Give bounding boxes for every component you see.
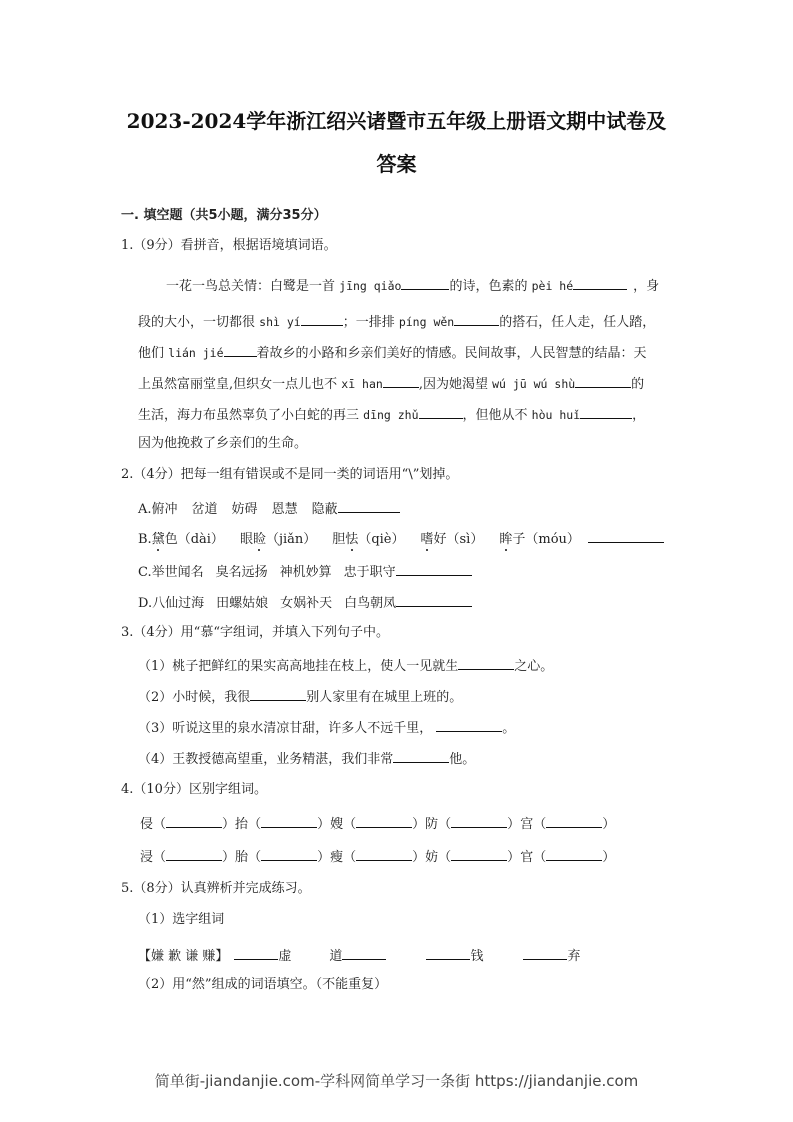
paren: （ [438, 850, 452, 865]
word: （jiǎn） [265, 532, 317, 547]
answer-blank[interactable] [454, 311, 499, 326]
paren: ） [412, 850, 426, 865]
answer-blank[interactable] [393, 748, 449, 763]
text: 生活，海力布虽然辜负了小白蛇的再三 [138, 408, 364, 423]
text: 上虽然富丽堂皇,但织女一点儿也不 [138, 377, 342, 392]
answer-blank[interactable] [401, 275, 449, 290]
word: 妨碍 [231, 502, 258, 517]
dotted-char: 眸 [499, 532, 513, 547]
text: 一花一鸟总关情：白鹭是一首 [166, 279, 340, 294]
dotted-char: 睑 [252, 532, 266, 547]
q4-stem: 4.（10分）区别字组词。 [121, 782, 267, 797]
word-char: 弃 [567, 949, 581, 964]
answer-blank[interactable] [224, 342, 257, 357]
answer-blank[interactable] [342, 945, 386, 960]
paren: （ [153, 817, 167, 832]
pinyin: jīng qiǎo [339, 279, 402, 293]
q3-item-3 [138, 717, 515, 738]
q2-option-d [138, 592, 472, 613]
word: 田螺姑娘 [216, 596, 269, 611]
paren: （ [343, 850, 357, 865]
answer-blank[interactable] [436, 717, 502, 732]
q4-row-1 [140, 813, 615, 834]
text: ,因为她渴望 [418, 377, 493, 392]
paren: ） [412, 817, 426, 832]
char: 防 [425, 817, 439, 832]
paren: ） [222, 850, 236, 865]
dotted-char: 怯 [345, 532, 359, 547]
word: 子（móu） [512, 532, 580, 547]
paren: ） [602, 850, 616, 865]
answer-blank[interactable] [573, 275, 627, 290]
q1-line-2 [138, 311, 655, 332]
answer-blank[interactable] [261, 813, 317, 828]
word: 好（sì） [433, 532, 484, 547]
word: 恩慧 [271, 502, 298, 517]
q5-sub2: （2）用“然”组成的词语填空。（不能重复） [138, 977, 388, 992]
q1-line-5 [138, 404, 645, 425]
char: 侵 [140, 817, 154, 832]
answer-blank[interactable] [419, 404, 463, 419]
word: 岔道 [191, 502, 218, 517]
answer-blank[interactable] [458, 655, 514, 670]
answer-blank[interactable] [546, 846, 602, 861]
paren: ） [602, 817, 616, 832]
q4-row-2 [140, 846, 615, 867]
q1-line-6: 因为他挽救了乡亲们的生命。 [138, 436, 308, 451]
answer-blank[interactable] [356, 813, 412, 828]
answer-blank[interactable] [166, 813, 222, 828]
q3-item-4 [138, 748, 475, 769]
paren: （ [248, 817, 262, 832]
answer-blank[interactable] [451, 846, 507, 861]
pinyin: dīng zhǔ [363, 408, 419, 422]
answer-blank[interactable] [234, 945, 278, 960]
answer-blank[interactable] [301, 311, 343, 326]
text: 。 [502, 721, 516, 736]
word: （qiè） [358, 532, 405, 547]
q5-sub1: （1）选字组词 [138, 912, 225, 927]
q5-stem: 5.（8分）认真辨析并完成练习。 [121, 881, 311, 896]
word: 眼 [239, 532, 253, 547]
paren: （ [153, 850, 167, 865]
paren: ） [507, 850, 521, 865]
section-heading: 一. 填空题（共5小题，满分35分） [121, 208, 327, 223]
q3-stem: 3.（4分）用“慕“字组词，并填入下列句子中。 [121, 625, 389, 640]
text: 他们 [138, 346, 169, 361]
text: （2）小时候，我很 [138, 690, 251, 705]
answer-blank[interactable] [261, 846, 317, 861]
answer-blank[interactable] [396, 561, 472, 576]
q2-option-b [138, 528, 664, 549]
char: 抬 [235, 817, 249, 832]
dotted-char: 黛 [151, 532, 165, 547]
text: （4）王教授德高望重，业务精湛，我们非常 [138, 752, 394, 767]
answer-blank[interactable] [575, 373, 631, 388]
word: 臭名远扬 [215, 565, 268, 580]
text: 的 [631, 377, 645, 392]
char: 嫂 [330, 817, 344, 832]
text: 段的大小，一切都很 [138, 315, 260, 330]
pinyin: lián jié [168, 346, 224, 360]
word: C.举世闻名 [138, 565, 204, 580]
answer-blank[interactable] [338, 498, 400, 513]
text: （3）听说这里的泉水清凉甘甜，许多人不远千里， [138, 721, 433, 736]
answer-blank[interactable] [356, 846, 412, 861]
q5-choice-row [138, 945, 580, 966]
document-title-line1: 2023-2024学年浙江绍兴诸暨市五年级上册语文期中试卷及 [126, 109, 667, 133]
word: A.俯冲 [138, 502, 178, 517]
pinyin: xī han [341, 377, 383, 391]
answer-blank[interactable] [451, 813, 507, 828]
paren: ） [317, 850, 331, 865]
text: 着故乡的小路和乡亲们美好的情感。民间故事，人民智慧的结晶：天 [256, 346, 647, 361]
answer-blank[interactable] [588, 528, 664, 543]
text: 别人家里有在城里上班的。 [306, 690, 463, 705]
pinyin: pèi hé [531, 279, 574, 293]
char: 瘦 [330, 850, 344, 865]
q1-line-3 [138, 342, 647, 363]
answer-blank[interactable] [166, 846, 222, 861]
text: 他。 [449, 752, 476, 767]
char: 妨 [425, 850, 439, 865]
pinyin: wú jū wú shù [492, 377, 576, 391]
word: D.八仙过海 [138, 596, 205, 611]
char: 宫 [520, 817, 534, 832]
q3-item-1 [138, 655, 553, 676]
footer-watermark: 简单街-jiandanjie.com-学科网简单学习一条街 https://jiandanjie.com [154, 1072, 639, 1090]
text: ，身 [633, 279, 660, 294]
text: ， [632, 408, 646, 423]
word-char: 道 [329, 949, 343, 964]
q2-option-a [138, 498, 400, 519]
word: 白鸟朝凤 [344, 596, 397, 611]
text: （1）桃子把鲜红的果实高高地挂在枝上，使人一见就生 [138, 659, 459, 674]
paren: （ [533, 850, 547, 865]
character-choices: 【嫌 歉 谦 赚】 [138, 949, 229, 964]
q2-stem: 2.（4分）把每一组有错误或不是同一类的词语用“\”划掉。 [121, 467, 459, 482]
answer-blank[interactable] [546, 813, 602, 828]
paren: （ [248, 850, 262, 865]
char: 官 [520, 850, 534, 865]
q1-line-4 [138, 373, 644, 394]
word-char: 钱 [470, 949, 484, 964]
document-title-line2: 答案 [376, 152, 417, 176]
text: 之心。 [514, 659, 554, 674]
paren: （ [343, 817, 357, 832]
text: 的搭石，任人走，任人踏， [499, 315, 656, 330]
char: 胎 [235, 850, 249, 865]
q2-option-c [138, 561, 472, 582]
pinyin: shì yí [259, 315, 301, 329]
paren: ） [222, 817, 236, 832]
answer-blank[interactable] [250, 686, 306, 701]
paren: ） [507, 817, 521, 832]
text: 的诗，色素的 [449, 279, 532, 294]
answer-blank[interactable] [580, 404, 632, 419]
label: B. [138, 532, 152, 547]
answer-blank[interactable] [523, 945, 567, 960]
paren: （ [533, 817, 547, 832]
pinyin: píng wěn [398, 315, 455, 329]
answer-blank[interactable] [383, 373, 419, 388]
word: 隐蔽 [311, 502, 338, 517]
word: 色（dài） [164, 532, 224, 547]
word-char: 虚 [278, 949, 292, 964]
word: 忠于职守 [343, 565, 396, 580]
char: 浸 [140, 850, 154, 865]
paren: （ [438, 817, 452, 832]
paren: ） [317, 817, 331, 832]
answer-blank[interactable] [396, 592, 472, 607]
word: 神机妙算 [279, 565, 332, 580]
pinyin: hòu huǐ [531, 408, 581, 422]
word: 胆 [332, 532, 346, 547]
word: 女娲补天 [280, 596, 333, 611]
text: ，但他从不 [462, 408, 532, 423]
q1-stem: 1.（9分）看拼音，根据语境填词语。 [121, 238, 337, 253]
dotted-char: 嗜 [420, 532, 434, 547]
q1-line-1 [166, 275, 659, 296]
q3-item-2 [138, 686, 462, 707]
text: ；一排排 [342, 315, 399, 330]
answer-blank[interactable] [426, 945, 470, 960]
